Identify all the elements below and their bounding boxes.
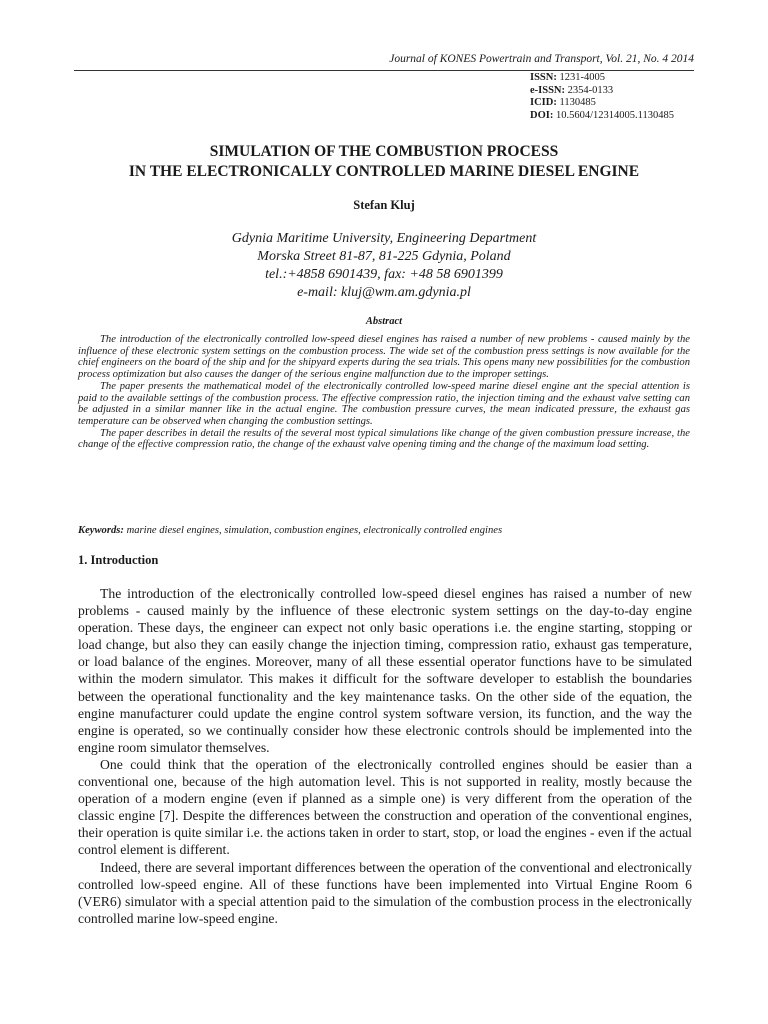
identifier-block — [530, 72, 674, 122]
icid-value: 1130485 — [559, 97, 596, 108]
keywords-label: Keywords: — [78, 525, 124, 536]
eissn-value: 2354-0133 — [567, 84, 614, 96]
abstract-heading: Abstract — [365, 316, 403, 327]
abstract-paragraph: The paper describes in detail the results of the several most typical simulations like change of the given combustion pressure increase, the change of the effective compression ratio, the change of the exhaust valve opening timing and the change of the maximum load setting. — [78, 427, 690, 451]
affiliation: Gdynia Maritime University, Engineering Department Morska Street 81-87, 81-225 Gdynia, Poland tel.:+4858 6901439, fax: +48 58 6901399 e-mail: kluj@wm.am.gdynia.pl — [0, 230, 768, 302]
keywords — [78, 525, 690, 536]
abstract-paragraph: The introduction of the electronically controlled low-speed diesel engines has raised a number of new problems - caused mainly by the influence of these electronic system settings on the combustion process. The wide set of the combustion press settings is now available for the chief engineers on the board of the ship and for the shipyard experts during the sea trials. This opens many new possibilities for the combustion process optimization but also causes the danger of the serious engine malfunction due to the improper settings. — [78, 334, 690, 381]
issn-line: ISSN: 1231-4005 — [530, 72, 605, 83]
abstract-body — [78, 334, 690, 451]
section-heading: 1. Introduction — [78, 553, 159, 567]
body-text — [78, 585, 692, 927]
doi-line: DOI: 10.5604/12314005.1130485 — [530, 109, 674, 121]
body-paragraph: The introduction of the electronically controlled low-speed diesel engines has raised a number of new problems - caused mainly by the influence of these electronic system settings on the day-to-day engine operation. These days, the engineer can expect not only basic operations i.e. the engine starting, stopping or load change, but also they can easily change the injection timing, compression ratio, exhaust gas temperature, or load balance of the engines. Moreover, many of all these essential operator functions have to be simulated within the modern simulator. This makes it difficult for the software developer to establish the boundaries between the operational functionality and the key maintenance tasks. On the other side of the equation, the engine manufacturer could update the engine control system software version, its function, and the way the engine is operated, so we continually consider how these electronic controls should be implemented into the engine room simulator themselves. — [78, 586, 692, 755]
abstract-paragraph: The paper presents the mathematical model of the electronically controlled low-speed marine diesel engine ant the special attention is paid to the available settings of the combustion process. The effective compression ratio, the injection timing and the exhaust valve setting can be adjusted in a similar manner like in the actual engine. The combustion pressure curves, the mean indicated pressure, the exhaust gas temperature can be observed when changing the combustion settings. — [78, 380, 690, 427]
header-rule — [74, 70, 694, 71]
author-email: e-mail: kluj@wm.am.gdynia.pl — [297, 285, 471, 300]
doi-value: 10.5604/12314005.1130485 — [555, 109, 674, 121]
eissn-line: e-ISSN: 2354-0133 — [530, 84, 614, 96]
journal-header: Journal of KONES Powertrain and Transport, Vol. 21, No. 4 2014 — [389, 53, 694, 65]
keywords-text: marine diesel engines, simulation, combustion engines, electronically controlled engines — [126, 525, 503, 536]
icid-line: ICID: 1130485 — [530, 97, 596, 108]
body-paragraph: One could think that the operation of the electronically controlled engines should be easier than a conventional one, because of the high automation level. This is not supported in reality, mostly because the operation of a modern engine (even if planned as a simple one) is very different from the operation of the classic engine [7]. Despite the differences between the construction and operation of the conventional engines, their operation is quite similar i.e. the actions taken in order to start, stop, or load the engines - even if the actual control element is different. — [78, 756, 692, 858]
issn-value: 1231-4005 — [559, 72, 605, 83]
author-name: Stefan Kluj — [353, 198, 415, 212]
body-paragraph: Indeed, there are several important differences between the operation of the conventional and electronically controlled low-speed engine. All of these functions have been implemented into Virtual Engine Room 6 (VER6) simulator with a special attention paid to the simulation of the combustion process in the electronically controlled marine low-speed engine. — [78, 859, 692, 926]
paper-title: SIMULATION OF THE COMBUSTION PROCESS IN THE ELECTRONICALLY CONTROLLED MARINE DIESEL ENGINE — [128, 143, 640, 180]
